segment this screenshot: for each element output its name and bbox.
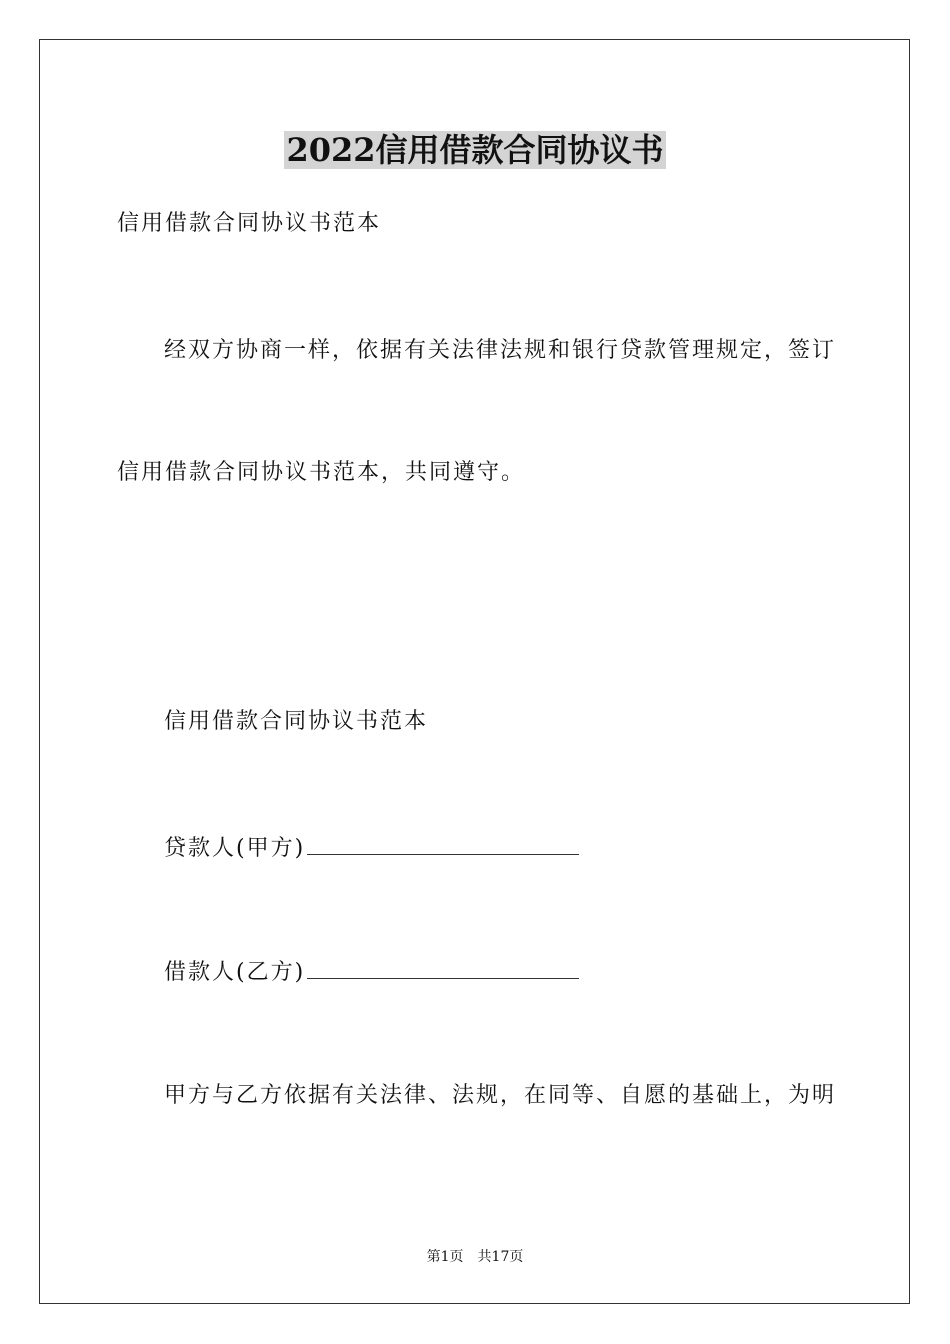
page-number-total: 共17页: [477, 1249, 524, 1265]
lender-label: 贷款人(甲方): [164, 836, 306, 861]
document-title-text: 2022信用借款合同协议书: [286, 131, 664, 169]
document-title: [0, 128, 950, 172]
borrower-field: [164, 956, 579, 988]
paragraph-intro-line-1: 经双方协商一样，依据有关法律法规和银行贷款管理规定，签订: [164, 338, 837, 363]
lender-blank-line: [307, 832, 579, 855]
section-heading: 信用借款合同协议书范本: [164, 709, 429, 734]
borrower-blank-line: [307, 956, 579, 979]
paragraph-terms-line-1: 甲方与乙方依据有关法律、法规，在同等、自愿的基础上，为明: [164, 1083, 837, 1108]
borrower-label: 借款人(乙方): [164, 960, 306, 985]
page-footer: [0, 1247, 950, 1267]
page-number-current: 第1页: [426, 1249, 464, 1265]
paragraph-intro-line-2: 信用借款合同协议书范本，共同遵守。: [117, 460, 526, 485]
subtitle-line: 信用借款合同协议书范本: [117, 211, 382, 236]
lender-field: [164, 832, 579, 864]
